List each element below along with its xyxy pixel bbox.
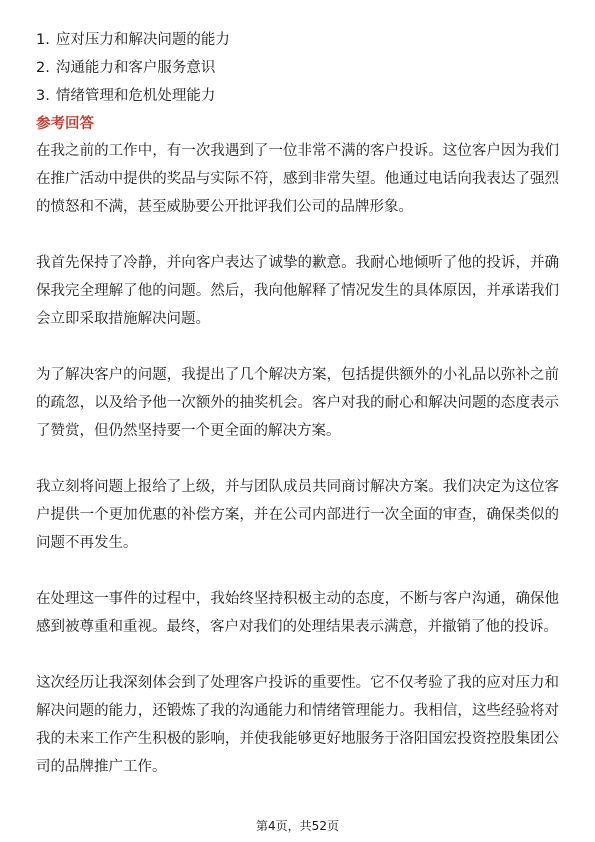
paragraph: 我首先保持了冷静，并向客户表达了诚挚的歉意。我耐心地倾听了他的投诉，并确保我完全理解了他的问题。然后，我向他解释了情况发生的具体原因，并承诺我们会立即采取措施解决问题。 bbox=[36, 255, 559, 327]
list-item bbox=[36, 58, 559, 78]
list-item bbox=[36, 86, 559, 106]
list-text: 沟通能力和客户服务意识 bbox=[55, 60, 216, 76]
list-text: 应对压力和解决问题的能力 bbox=[55, 32, 230, 48]
paragraph: 在我之前的工作中，有一次我遇到了一位非常不满的客户投诉。这位客户因为我们在推广活动中提供的奖品与实际不符，感到非常失望。他通过电话向我表达了强烈的愤怒和不满，甚至威胁要公开批评我们公司的品牌形象。 bbox=[36, 143, 559, 215]
paragraph: 在处理这一事件的过程中，我始终坚持积极主动的态度，不断与客户沟通，确保他感到被尊重和重视。最终，客户对我们的处理结果表示满意，并撤销了他的投诉。 bbox=[36, 591, 559, 635]
list-number: 2. bbox=[36, 60, 50, 76]
list-text: 情绪管理和危机处理能力 bbox=[55, 88, 216, 104]
list-number: 3. bbox=[36, 88, 50, 104]
paragraph: 我立刻将问题上报给了上级，并与团队成员共同商讨解决方案。我们决定为这位客户提供一个更加优惠的补偿方案，并在公司内部进行一次全面的审查，确保类似的问题不再发生。 bbox=[36, 479, 559, 551]
document-page bbox=[36, 30, 559, 781]
section-title: 参考回答 bbox=[36, 116, 94, 132]
list-number: 1. bbox=[36, 32, 50, 48]
paragraph: 这次经历让我深刻体会到了处理客户投诉的重要性。它不仅考验了我的应对压力和解决问题的能力，还锻炼了我的沟通能力和情绪管理能力。我相信，这些经验将对我的未来工作产生积极的影响，并使我能够更好地服务于洛阳国宏投资控股集团公司的品牌推广工作。 bbox=[36, 675, 559, 775]
page-footer: 第4页，共52页 bbox=[256, 819, 339, 833]
list-item bbox=[36, 30, 559, 50]
paragraph: 为了解决客户的问题，我提出了几个解决方案，包括提供额外的小礼品以弥补之前的疏忽，以及给予他一次额外的抽奖机会。客户对我的耐心和解决问题的态度表示了赞赏，但仍然坚持要一个更全面的解决方案。 bbox=[36, 367, 559, 439]
